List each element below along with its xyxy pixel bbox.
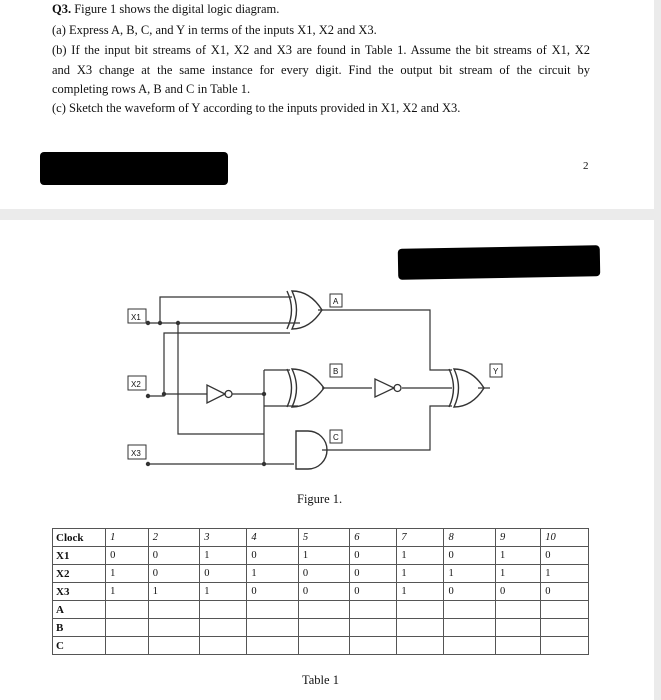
table-row	[53, 583, 589, 601]
value-cell	[200, 601, 247, 619]
value-cell: 0	[106, 547, 149, 565]
table-row	[53, 565, 589, 583]
value-cell	[200, 619, 247, 637]
value-cell: 0	[298, 565, 349, 583]
value-cell: 1	[397, 583, 444, 601]
table-row	[53, 619, 589, 637]
value-cell: 0	[247, 583, 298, 601]
row-label: B	[53, 619, 106, 637]
output-c-label: C	[333, 433, 339, 442]
input-x3-label: X3	[131, 449, 141, 458]
value-cell	[541, 619, 589, 637]
value-cell	[200, 637, 247, 655]
value-cell: 0	[350, 547, 397, 565]
value-cell: 0	[247, 547, 298, 565]
value-cell	[148, 637, 199, 655]
input-x1	[128, 309, 146, 323]
input-x1-label: X1	[131, 313, 141, 322]
part-a-text: (a) Express A, B, C, and Y in terms of the inputs X1, X2 and X3.	[52, 23, 377, 37]
part-b-line-1: (b) If the input bit streams of X1, X2 and X3 are found in Table 1. Assume the bit streams of X1, X2	[52, 43, 590, 57]
value-cell	[247, 601, 298, 619]
value-cell: 1	[495, 547, 540, 565]
row-label: A	[53, 601, 106, 619]
value-cell	[495, 619, 540, 637]
clock-cell: 4	[247, 529, 298, 547]
question-number: Q3.	[52, 2, 72, 16]
value-cell: 1	[148, 583, 199, 601]
value-cell	[106, 637, 149, 655]
figure-caption: Figure 1.	[297, 492, 343, 506]
value-cell: 1	[200, 583, 247, 601]
input-x2	[128, 376, 146, 390]
value-cell	[247, 637, 298, 655]
question-heading	[52, 2, 279, 17]
table-row	[53, 547, 589, 565]
figure-page	[0, 220, 654, 700]
value-cell: 0	[148, 547, 199, 565]
value-cell	[247, 619, 298, 637]
table-row	[53, 637, 589, 655]
value-cell: 0	[541, 547, 589, 565]
value-cell	[444, 619, 495, 637]
output-b	[330, 364, 342, 377]
value-cell	[106, 619, 149, 637]
clock-cell: 8	[444, 529, 495, 547]
redaction-bar	[40, 152, 228, 185]
input-x2-label: X2	[131, 380, 141, 389]
row-label: X1	[53, 547, 106, 565]
part-b-line-3: completing rows A, B and C in Table 1.	[52, 82, 251, 96]
value-cell	[444, 637, 495, 655]
input-x3	[128, 445, 146, 459]
row-label: X2	[53, 565, 106, 583]
value-cell	[397, 619, 444, 637]
value-cell	[350, 601, 397, 619]
value-cell	[148, 601, 199, 619]
output-y	[490, 364, 502, 377]
output-b-label: B	[333, 367, 339, 376]
clock-cell: 6	[350, 529, 397, 547]
table-header-row	[53, 529, 589, 547]
value-cell: 0	[350, 583, 397, 601]
row-label: X3	[53, 583, 106, 601]
clock-cell: 5	[298, 529, 349, 547]
value-cell	[298, 601, 349, 619]
value-cell	[397, 637, 444, 655]
output-y-label: Y	[493, 367, 499, 376]
not-gate-1	[207, 385, 232, 403]
value-cell: 0	[444, 547, 495, 565]
output-c	[330, 430, 342, 443]
question-page	[0, 0, 654, 209]
value-cell: 1	[200, 547, 247, 565]
value-cell: 1	[106, 565, 149, 583]
output-a	[330, 294, 342, 307]
value-cell: 1	[106, 583, 149, 601]
table-caption: Table 1	[302, 673, 339, 687]
clock-cell: 7	[397, 529, 444, 547]
value-cell: 1	[247, 565, 298, 583]
value-cell: 1	[298, 547, 349, 565]
row-label: C	[53, 637, 106, 655]
clock-cell: 1	[106, 529, 149, 547]
xor-gate-b	[287, 369, 324, 407]
value-cell	[298, 619, 349, 637]
value-cell: 1	[444, 565, 495, 583]
value-cell: 0	[541, 583, 589, 601]
value-cell: 1	[397, 547, 444, 565]
value-cell: 1	[397, 565, 444, 583]
clock-cell: 10	[541, 529, 589, 547]
bit-stream-table	[52, 528, 589, 655]
value-cell	[541, 601, 589, 619]
value-cell	[444, 601, 495, 619]
wires	[148, 297, 490, 464]
clock-header: Clock	[53, 529, 106, 547]
value-cell	[106, 601, 149, 619]
part-c-text: (c) Sketch the waveform of Y according to the inputs provided in X1, X2 and X3.	[52, 101, 461, 115]
logic-diagram	[0, 220, 654, 520]
part-b-line-2: and X3 change at the same instance for every digit. Find the output bit stream of the circuit by	[52, 63, 590, 77]
value-cell: 1	[495, 565, 540, 583]
value-cell	[148, 619, 199, 637]
value-cell: 0	[298, 583, 349, 601]
table-row	[53, 601, 589, 619]
value-cell: 0	[444, 583, 495, 601]
value-cell: 0	[495, 583, 540, 601]
value-cell	[350, 637, 397, 655]
value-cell: 0	[148, 565, 199, 583]
output-a-label: A	[333, 297, 339, 306]
value-cell	[495, 637, 540, 655]
not-gate-2	[375, 379, 401, 397]
value-cell: 0	[200, 565, 247, 583]
table-body	[53, 529, 589, 655]
page-number: 2	[583, 160, 589, 172]
value-cell	[298, 637, 349, 655]
value-cell: 1	[541, 565, 589, 583]
clock-cell: 3	[200, 529, 247, 547]
value-cell	[541, 637, 589, 655]
value-cell	[495, 601, 540, 619]
value-cell	[350, 619, 397, 637]
question-intro: Figure 1 shows the digital logic diagram.	[74, 2, 280, 16]
value-cell	[397, 601, 444, 619]
clock-cell: 2	[148, 529, 199, 547]
clock-cell: 9	[495, 529, 540, 547]
value-cell: 0	[350, 565, 397, 583]
